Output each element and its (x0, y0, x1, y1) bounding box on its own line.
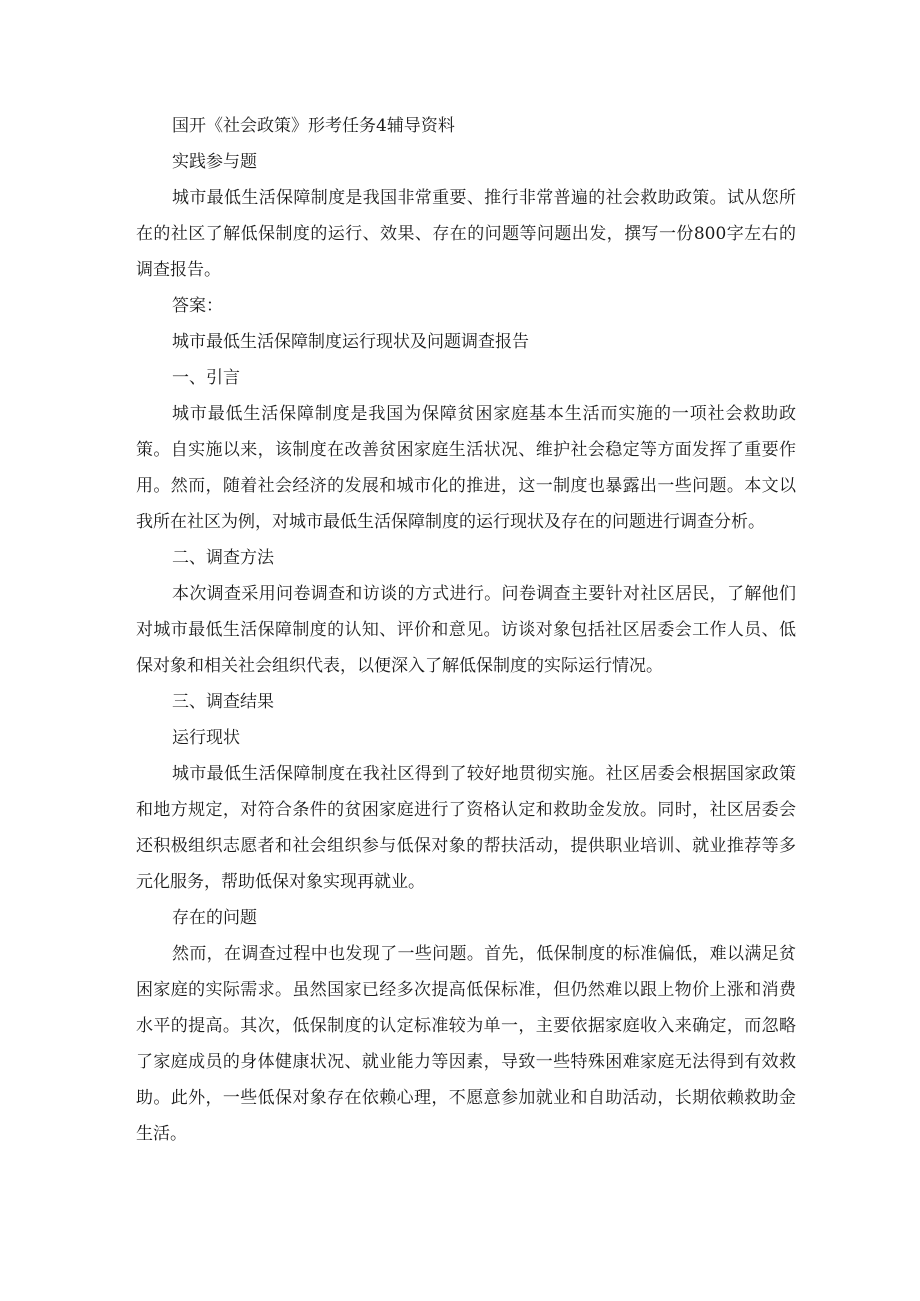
heading-results: 三、调查结果 (172, 692, 274, 712)
methods-paragraph: 本次调查采用问卷调查和访谈的方式进行。问卷调查主要针对社区居民，了解他们对城市最低生活保障制度的认知、评价和意见。访谈对象包括社区居委会工作人员、低保对象和相关社会组织代表，以便深入了解低保制度的实际运行情况。 (136, 584, 796, 676)
problems-paragraph: 然而，在调查过程中也发现了一些问题。首先，低保制度的标准偏低，难以满足贫困家庭的实际需求。虽然国家已经多次提高低保标准，但仍然难以跟上物价上涨和消费水平的提高。其次，低保制度的认定标准较为单一，主要依据家庭收入来确定，而忽略了家庭成员的身体健康状况、就业能力等因素，导致一些特殊困难家庭无法得到有效救助。此外，一些低保对象存在依赖心理，不愿意参加就业和自助活动，长期依赖救助金生活。 (136, 944, 796, 1144)
section-heading: 实践参与题 (172, 152, 257, 172)
heading-methods: 二、调查方法 (172, 548, 274, 568)
subheading-problems: 存在的问题 (172, 908, 257, 928)
report-title: 城市最低生活保障制度运行现状及问题调查报告 (172, 332, 529, 352)
subheading-status: 运行现状 (172, 728, 240, 748)
status-paragraph: 城市最低生活保障制度在我社区得到了较好地贯彻实施。社区居委会根据国家政策和地方规定，对符合条件的贫困家庭进行了资格认定和救助金发放。同时，社区居委会还积极组织志愿者和社会组织参与低保对象的帮扶活动，提供职业培训、就业推荐等多元化服务，帮助低保对象实现再就业。 (136, 764, 796, 892)
document-page (136, 108, 796, 1152)
document-title: 国开《社会政策》形考任务4辅导资料 (172, 116, 455, 136)
introduction-paragraph: 城市最低生活保障制度是我国为保障贫困家庭基本生活而实施的一项社会救助政策。自实施以来，该制度在改善贫困家庭生活状况、维护社会稳定等方面发挥了重要作用。然而，随着社会经济的发展和城市化的推进，这一制度也暴露出一些问题。本文以我所在社区为例，对城市最低生活保障制度的运行现状及存在的问题进行调查分析。 (136, 404, 796, 532)
heading-introduction: 一、引言 (172, 368, 240, 388)
question-paragraph: 城市最低生活保障制度是我国非常重要、推行非常普遍的社会救助政策。试从您所在的社区了解低保制度的运行、效果、存在的问题等问题出发，撰写一份800字左右的调查报告。 (136, 188, 796, 280)
answer-label: 答案： (172, 296, 223, 316)
